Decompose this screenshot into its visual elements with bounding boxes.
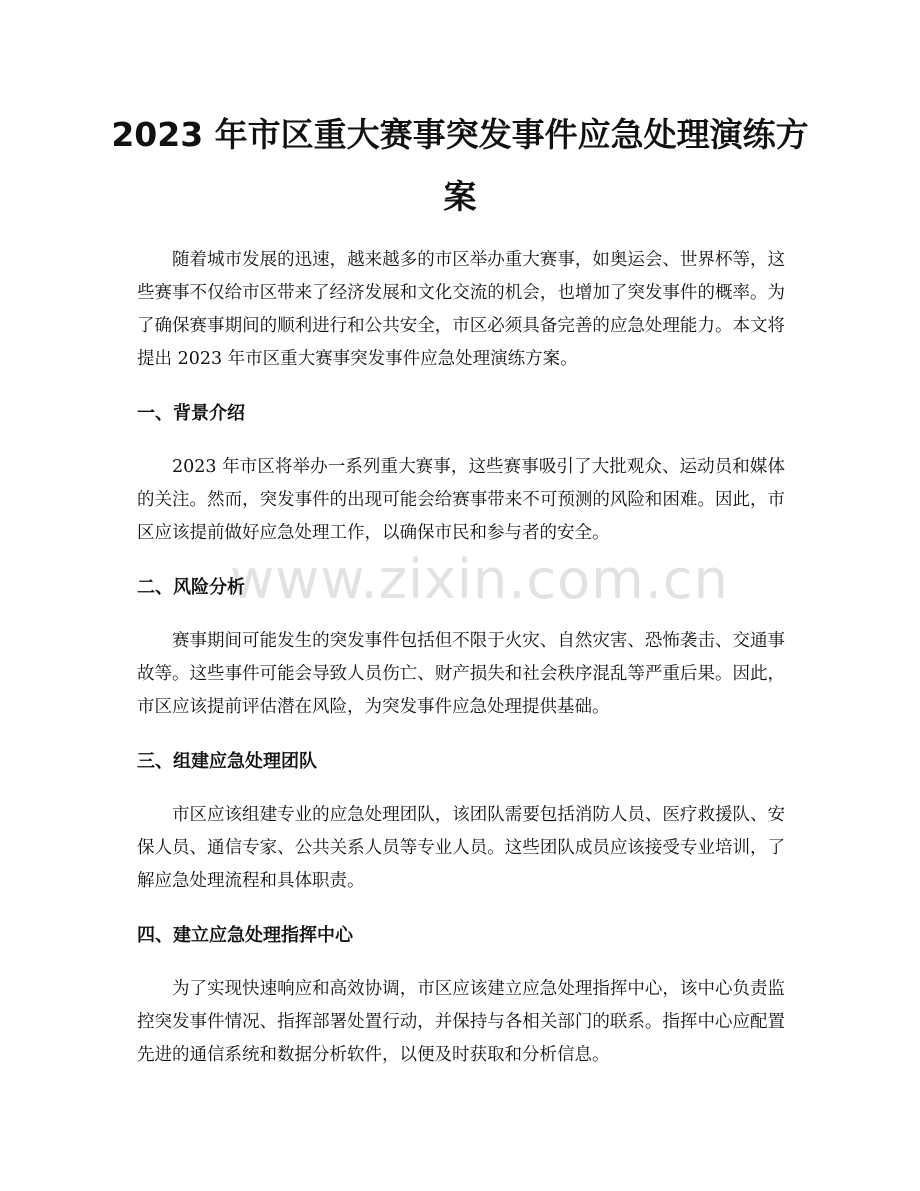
section-body-background: 2023 年市区将举办一系列重大赛事，这些赛事吸引了大批观众、运动员和媒体的关注。然而，突发事件的出现可能会给赛事带来不可预测的风险和困难。因此，市区应该提前做好应急处理工作，以确保市民和参与者的安全。 xyxy=(137,457,785,543)
section-body-command-center: 为了实现快速响应和高效协调，市区应该建立应急处理指挥中心，该中心负责监控突发事件情况、指挥部署处置行动，并保持与各相关部门的联系。指挥中心应配置先进的通信系统和数据分析软件，以便及时获取和分析信息。 xyxy=(137,979,785,1065)
section-body-response-team: 市区应该组建专业的应急处理团队，该团队需要包括消防人员、医疗救援队、安保人员、通信专家、公共关系人员等专业人员。这些团队成员应该接受专业培训，了解应急处理流程和具体职责。 xyxy=(137,805,785,891)
watermark: www.zixin.com.cn xyxy=(230,548,729,611)
section-heading-command-center: 四、建立应急处理指挥中心 xyxy=(137,925,353,946)
section-heading-risk-analysis: 二、风险分析 xyxy=(137,577,245,598)
document-body xyxy=(137,244,785,1072)
section-heading-response-team: 三、组建应急处理团队 xyxy=(137,751,317,772)
intro-paragraph: 随着城市发展的迅速，越来越多的市区举办重大赛事，如奥运会、世界杯等，这些赛事不仅给市区带来了经济发展和文化交流的机会，也增加了突发事件的概率。为了确保赛事期间的顺利进行和公共安全，市区必须具备完善的应急处理能力。本文将提出 2023 年市区重大赛事突发事件应急处理演练方案。 xyxy=(137,250,785,369)
section-body-risk-analysis: 赛事期间可能发生的突发事件包括但不限于火灾、自然灾害、恐怖袭击、交通事故等。这些事件可能会导致人员伤亡、财产损失和社会秩序混乱等严重后果。因此，市区应该提前评估潜在风险，为突发事件应急处理提供基础。 xyxy=(137,631,785,717)
document-title: 2023 年市区重大赛事突发事件应急处理演练方案 xyxy=(111,115,809,216)
section-heading-background: 一、背景介绍 xyxy=(137,403,245,424)
